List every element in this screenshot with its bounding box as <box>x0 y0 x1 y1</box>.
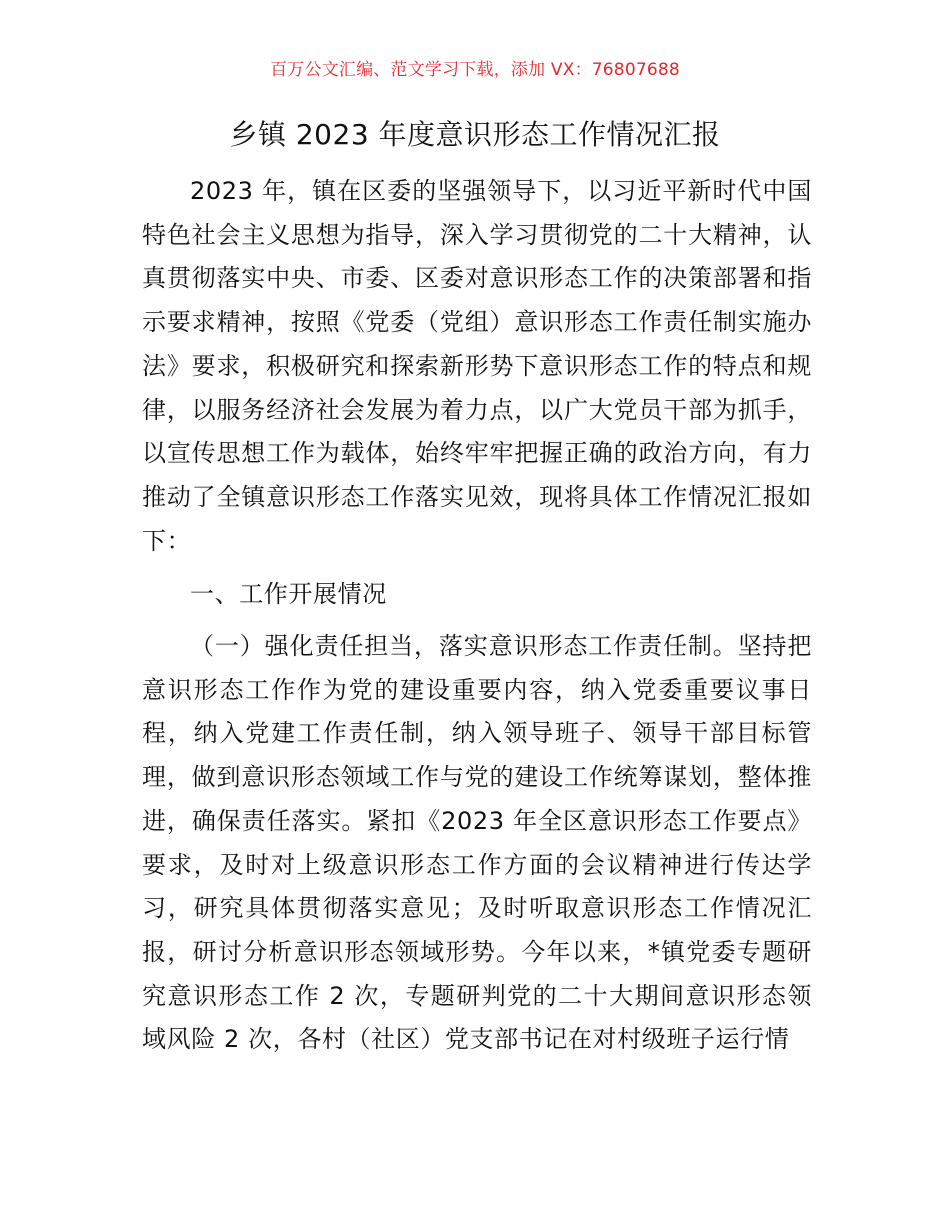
body-paragraph: （一）强化责任担当，落实意识形态工作责任制。坚持把意识形态工作作为党的建设重要内容，纳入党委重要议事日程，纳入党建工作责任制，纳入领导班子、领导干部目标管理，做到意识形态领域工作与党的建设工作统筹谋划，整体推进，确保责任落实。紧扣《2023 年全区意识形态工作要点》要求，及时对上级意识形态工作方面的会议精神进行传达学习，研究具体贯彻落实意见；及时听取意识形态工作情况汇报，研讨分析意识形态领域形势。今年以来，*镇党委专题研究意识形态工作 2 次，专题研判党的二十大期间意识形态领域风险 2 次，各村（社区）党支部书记在对村级班子运行情 <box>142 632 812 1054</box>
document-body <box>142 170 812 1062</box>
watermark-banner: 百万公文汇编、范文学习下载，添加 VX：76807688 <box>270 60 680 80</box>
intro-paragraph: 2023 年，镇在区委的坚强领导下，以习近平新时代中国特色社会主义思想为指导，深入学习贯彻党的二十大精神，认真贯彻落实中央、市委、区委对意识形态工作的决策部署和指示要求精神，按照《党委（党组）意识形态工作责任制实施办法》要求，积极研究和探索新形势下意识形态工作的特点和规律，以服务经济社会发展为着力点，以广大党员干部为抓手，以宣传思想工作为载体，始终牢牢把握正确的政治方向，有力推动了全镇意识形态工作落实见效，现将具体工作情况汇报如下： <box>142 177 812 555</box>
section-heading: 一、工作开展情况 <box>190 580 387 609</box>
document-title: 乡镇 2023 年度意识形态工作情况汇报 <box>229 118 721 151</box>
